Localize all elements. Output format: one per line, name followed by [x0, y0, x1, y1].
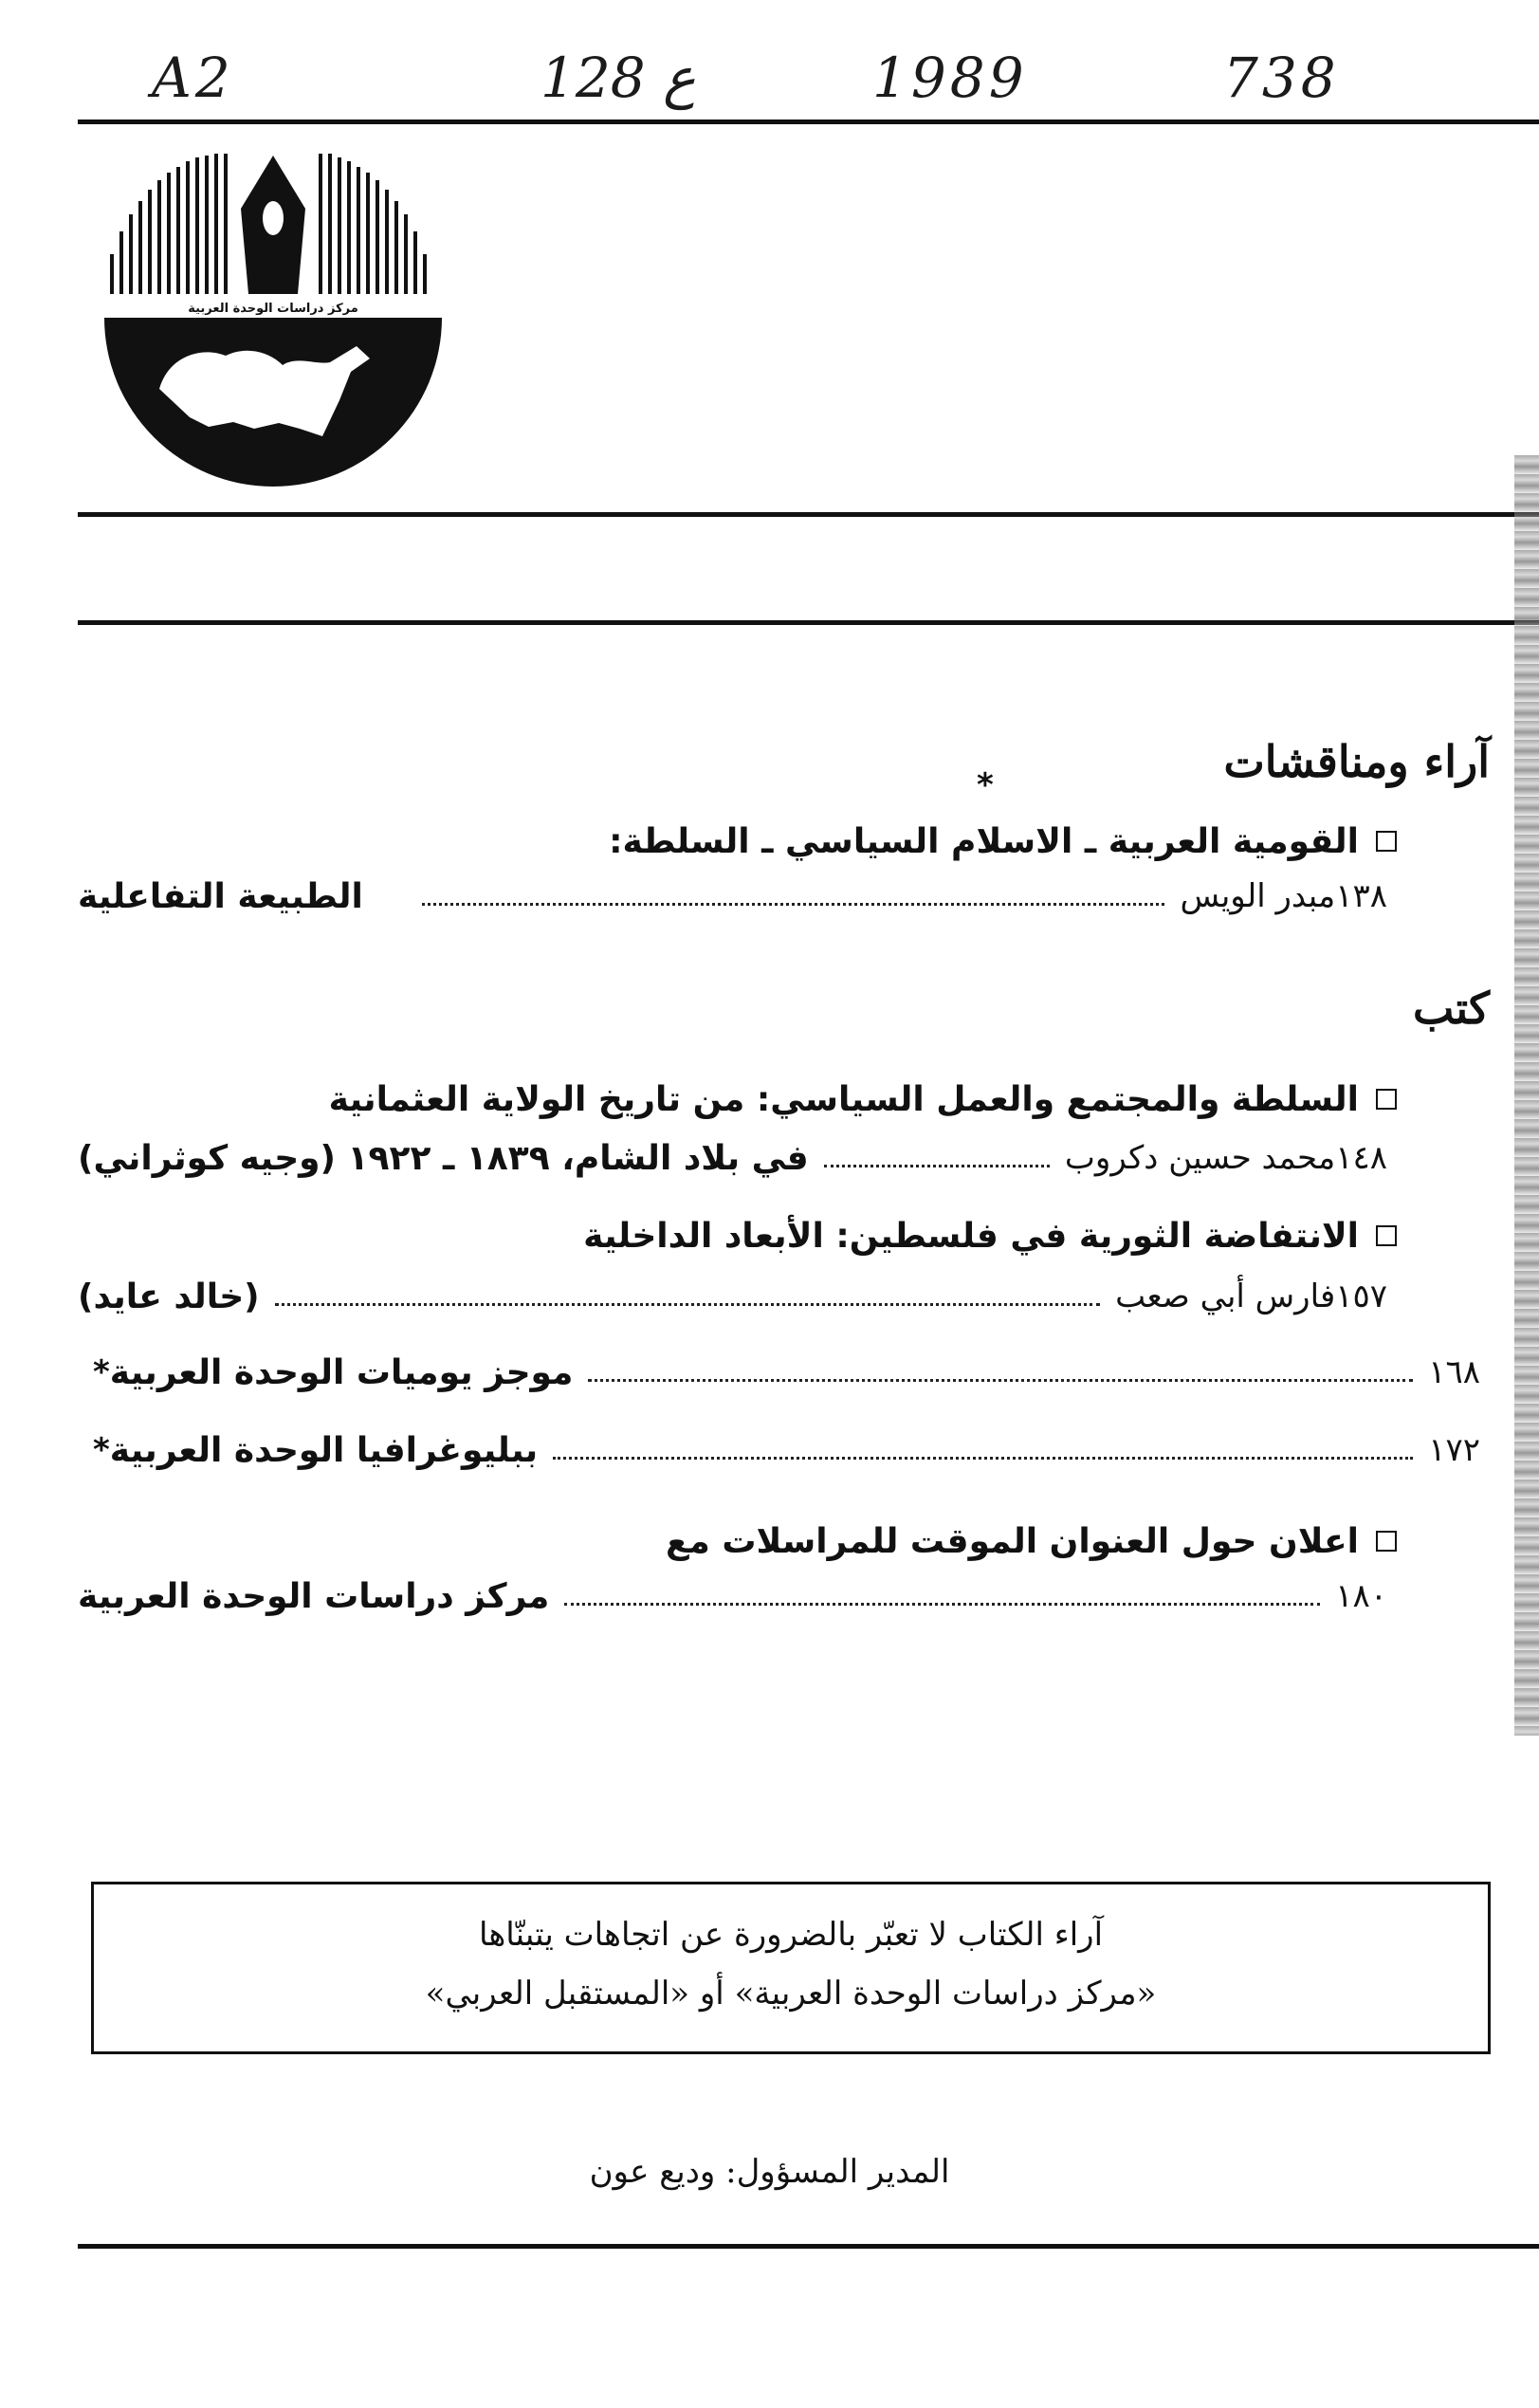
book-entry-2-line2: (خالد عايد) فارس أبي صعب ١٥٧: [78, 1277, 1387, 1316]
handwritten-issue: 128 ع: [540, 46, 696, 110]
arab-unity-center-logo: [102, 152, 444, 493]
star-bullet-icon: *: [93, 1431, 110, 1469]
disclaimer-line-1: آراء الكتاب لا تعبّر بالضرورة عن اتجاهات يتبنّاها: [478, 1916, 1104, 1954]
book-entry-2-line1: الانتفاضة الثورية في فلسطين: الأبعاد الداخلية: [583, 1210, 1397, 1261]
responsible-manager: المدير المسؤول: وديع عون: [589, 2153, 950, 2191]
section-heading-views: آراء ومناقشات: [1223, 736, 1490, 787]
disclaimer-box: [91, 1882, 1491, 2054]
notice-entry-line1: اعلان حول العنوان الموقت للمراسلات مع: [666, 1516, 1397, 1567]
handwritten-code: A2: [152, 46, 234, 110]
disclaimer-line-2: «مركز دراسات الوحدة العربية» أو «المستقبل العربي»: [425, 1975, 1157, 2013]
views-entry-line2: الطبيعة التفاعلية مبدر الويس ١٣٨: [78, 876, 1387, 916]
scan-edge-shadow: [1514, 455, 1539, 1736]
section-heading-books: كتب: [1413, 983, 1490, 1034]
handwritten-number: 738: [1223, 46, 1340, 110]
starred-entry-1: * موجز يوميات الوحدة العربية ١٦٨: [93, 1352, 1480, 1392]
checkbox-icon: [1376, 1531, 1397, 1552]
book-entry-1-line2: في بلاد الشام، ١٨٣٩ ـ ١٩٢٢ (وجيه كوثراني) محمد حسين دكروب ١٤٨: [78, 1138, 1387, 1178]
lower-rule: [78, 620, 1539, 625]
ornament-star: *: [977, 766, 994, 804]
page-number: ١٤٨: [1335, 1139, 1387, 1177]
book-entry-1-line1: السلطة والمجتمع والعمل السياسي: من تاريخ الولاية العثمانية: [329, 1074, 1397, 1125]
dot-leader: [422, 903, 1165, 906]
checkbox-icon: [1376, 1089, 1397, 1110]
page-number: ١٣٨: [1335, 877, 1387, 915]
checkbox-icon: [1376, 1225, 1397, 1246]
dot-leader: [588, 1379, 1413, 1382]
checkbox-icon: [1376, 831, 1397, 852]
logo-label: مركز دراسات الوحدة العربية: [188, 302, 358, 316]
page-number: ١٥٧: [1335, 1278, 1387, 1315]
handwritten-year: 1989: [872, 46, 1028, 110]
top-rule: [78, 119, 1539, 124]
dot-leader: [824, 1165, 1050, 1167]
notice-entry-line2: مركز دراسات الوحدة العربية ١٨٠: [78, 1576, 1387, 1616]
bottom-rule: [78, 2244, 1539, 2249]
upper-rule: [78, 512, 1539, 517]
dot-leader: [553, 1457, 1413, 1460]
page-number: ١٦٨: [1428, 1353, 1480, 1391]
author: مبدر الويس: [1180, 877, 1336, 915]
views-entry-line1: القومية العربية ـ الاسلام السياسي ـ السلطة:: [609, 816, 1397, 867]
author: محمد حسين دكروب: [1064, 1139, 1336, 1177]
author: فارس أبي صعب: [1115, 1278, 1336, 1315]
dot-leader: [564, 1603, 1320, 1606]
page-number: ١٨٠: [1335, 1577, 1387, 1615]
dot-leader: [275, 1303, 1101, 1306]
starred-entry-2: * ببليوغرافيا الوحدة العربية ١٧٢: [93, 1430, 1480, 1470]
page-number: ١٧٢: [1428, 1431, 1480, 1469]
star-bullet-icon: *: [93, 1353, 110, 1391]
